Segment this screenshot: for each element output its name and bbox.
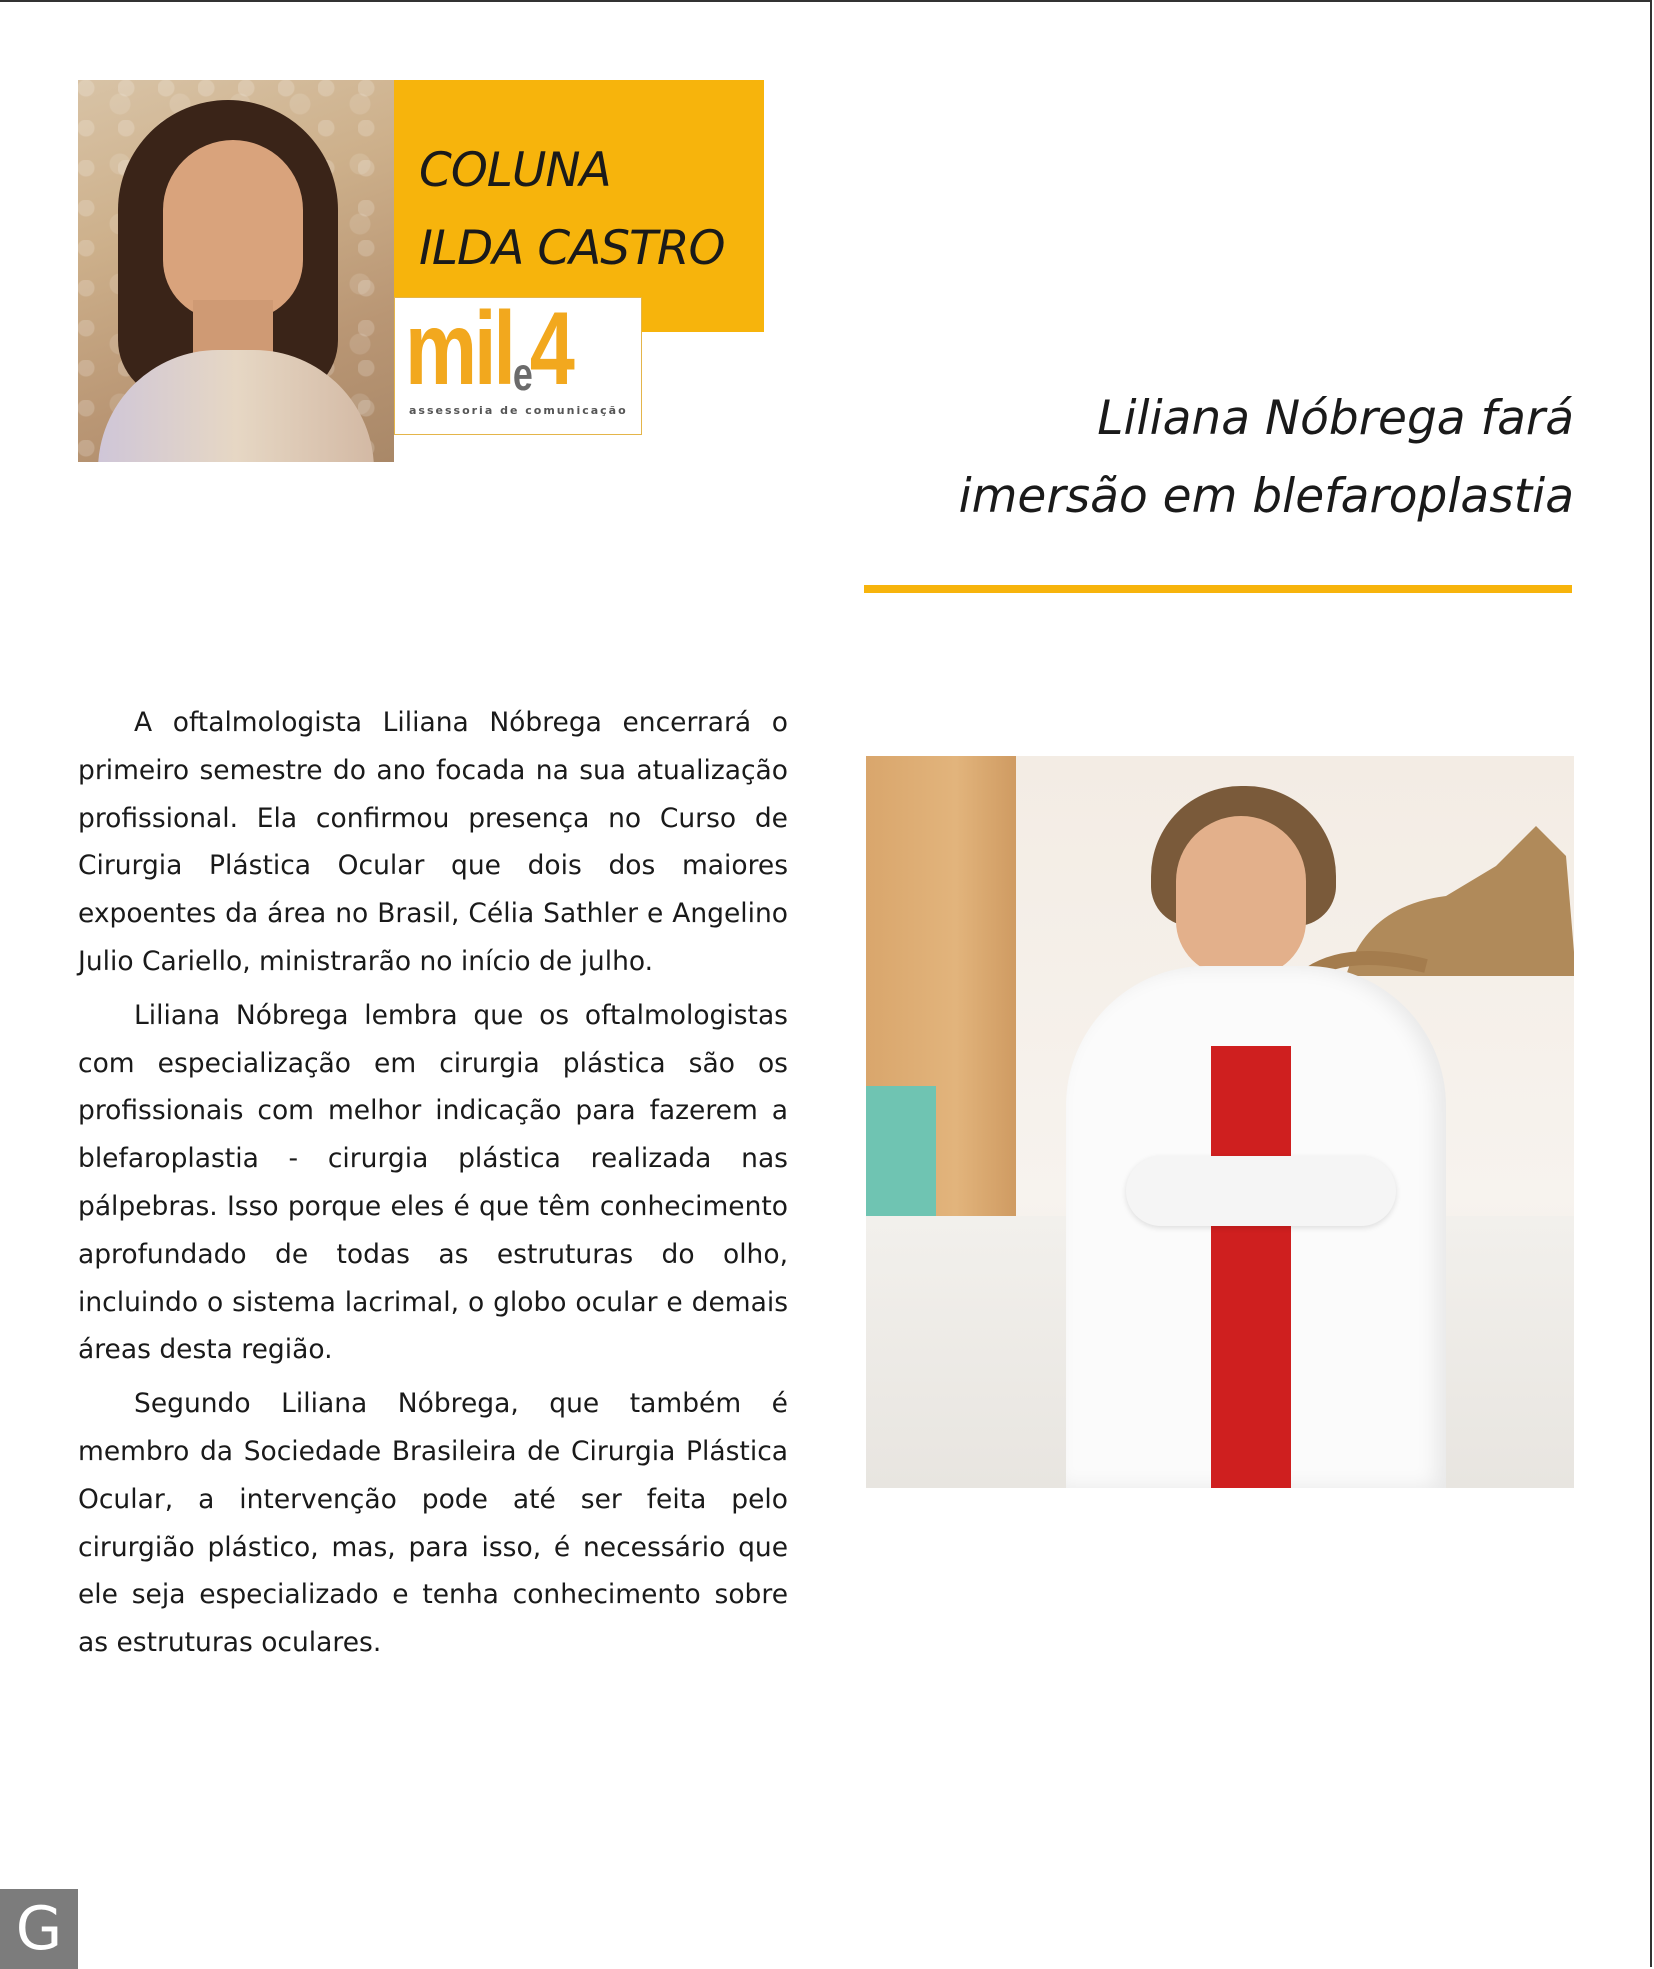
logo-number: 4 <box>529 291 572 407</box>
logo-main: mil <box>405 291 513 407</box>
logo-e: e <box>512 348 530 400</box>
doctor-photo <box>866 756 1574 1488</box>
article-paragraph-1: A oftalmologista Liliana Nóbrega encerrará o primeiro semestre do ano focada na sua atualização profissional. Ela confirmou presença no Curso de Cirurgia Plástica Ocular que dois dos maiores expoentes da área no Brasil, Célia Sathler e Angelino Julio Cariello, ministrarão no início de julho. <box>78 707 788 977</box>
article-headline <box>854 380 1574 536</box>
column-title-line2: ILDA CASTRO <box>419 221 725 276</box>
photo-crossed-arms <box>1126 1156 1396 1226</box>
column-title <box>419 132 725 288</box>
photo-red-shirt <box>1211 1046 1291 1488</box>
headline-divider <box>864 585 1572 593</box>
headline-line1: Liliana Nóbrega fará <box>1097 391 1574 446</box>
logo-tagline: assessoria de comunicação <box>409 404 628 417</box>
portrait-face <box>163 140 303 320</box>
photo-wall-sculpture <box>1306 826 1574 986</box>
columnist-portrait-image <box>78 80 394 462</box>
column-title-line1: COLUNA <box>419 143 611 198</box>
article-paragraph-3: Segundo Liliana Nóbrega, que também é membro da Sociedade Brasileira de Cirurgia Plástica Ocular, a intervenção pode até ser feita pelo cirurgião plástico, mas, para isso, é necessário que ele seja especializado e tenha conhecimento sobre as estruturas oculares. <box>78 1388 788 1659</box>
magazine-g-badge: G <box>0 1889 78 1969</box>
headline-line2: imersão em blefaroplastia <box>958 469 1574 524</box>
photo-person-face <box>1176 816 1306 976</box>
mil-e-4-logo <box>394 291 642 435</box>
photo-teal-screen <box>866 1086 936 1221</box>
article-body <box>78 699 788 1673</box>
article-paragraph-2: Liliana Nóbrega lembra que os oftalmologistas com especialização em cirurgia plástica são os profissionais com melhor indicação para fazerem a blefaroplastia - cirurgia plástica realizada nas pálpebras. Isso porque eles é que têm conhecimento aprofundado de todas as estruturas do olho, incluindo o sistema lacrimal, o globo ocular e demais áreas desta região. <box>78 999 788 1366</box>
